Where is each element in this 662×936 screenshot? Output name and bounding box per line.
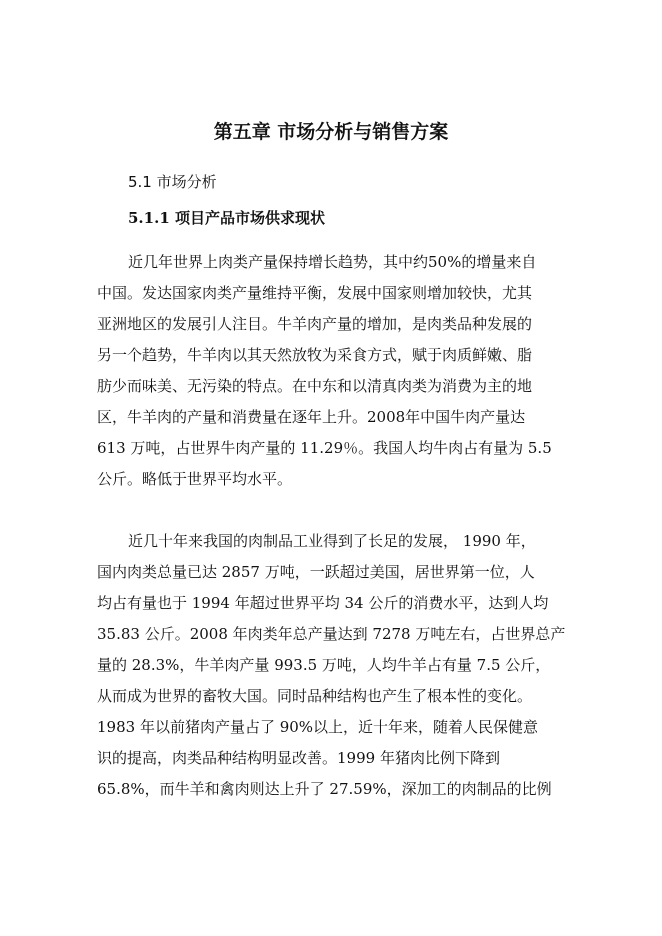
paragraph-line: 量的 28.3%，牛羊肉产量 993.5 万吨，人均牛羊占有量 7.5 公斤，	[97, 656, 551, 674]
subsection-title: 5.1.1 项目产品市场供求现状	[128, 209, 325, 227]
paragraph-line: 1983 年以前猪肉产量占了 90%以上，近十年来，随着人民保健意	[97, 718, 539, 736]
paragraph-industry-development	[97, 526, 577, 805]
paragraph-line: 均占有量也于 1994 年超过世界平均 34 公斤的消费水平，达到人均	[97, 594, 549, 612]
paragraph-line: 肪少而味美、无污染的特点。在中东和以清真肉类为消费为主的地	[97, 377, 533, 395]
paragraph-line: 613 万吨，占世界牛肉产量的 11.29％。我国人均牛肉占有量为 5.5	[97, 439, 552, 457]
paragraph-line: 国内肉类总量已达 2857 万吨，一跃超过美国，居世界第一位，人	[97, 563, 535, 581]
paragraph-line: 近几十年来我国的肉制品工业得到了长足的发展， 1990 年，	[128, 532, 536, 550]
chapter-title: 第五章 市场分析与销售方案	[213, 121, 449, 143]
paragraph-line: 35.83 公斤。2008 年肉类年总产量达到 7278 万吨左右，占世界总产	[97, 625, 566, 643]
paragraph-supply-trend	[97, 247, 577, 495]
paragraph-line: 65.8%，而牛羊和禽肉则达上升了 27.59%，深加工的肉制品的比例	[97, 780, 552, 798]
paragraph-line: 亚洲地区的发展引人注目。牛羊肉产量的增加，是肉类品种发展的	[97, 315, 533, 333]
paragraph-line: 中国。发达国家肉类产量维持平衡，发展中国家则增加较快，尤其	[97, 284, 533, 302]
paragraph-line: 另一个趋势，牛羊肉以其天然放牧为采食方式，赋于肉质鲜嫩、脂	[97, 346, 533, 364]
paragraph-line: 区，牛羊肉的产量和消费量在逐年上升。2008年中国牛肉产量达	[97, 408, 526, 426]
paragraph-line: 识的提高，肉类品种结构明显改善。1999 年猪肉比例下降到	[97, 749, 500, 767]
paragraph-line: 公斤。略低于世界平均水平。	[97, 470, 293, 488]
section-title: 5.1 市场分析	[128, 173, 217, 191]
paragraph-line: 从而成为世界的畜牧大国。同时品种结构也产生了根本性的变化。	[97, 687, 533, 705]
paragraph-line: 近几年世界上肉类产量保持增长趋势，其中约50%的增量来自	[128, 253, 537, 271]
